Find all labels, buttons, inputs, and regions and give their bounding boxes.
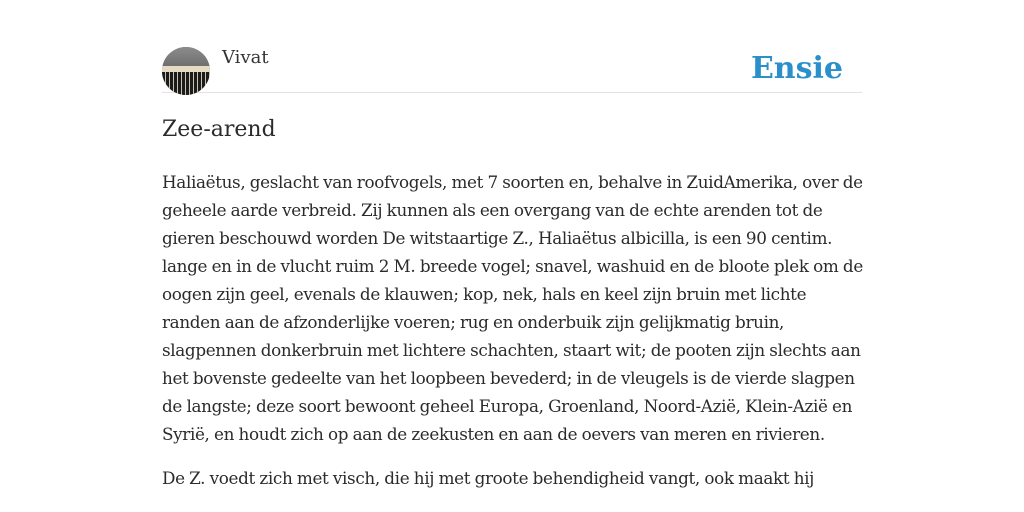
page-title: Zee-arend [162, 117, 276, 142]
article-page [162, 0, 862, 512]
article-header [162, 46, 862, 93]
source-name-link[interactable]: Vivat [222, 47, 269, 68]
source-avatar[interactable] [162, 47, 210, 95]
article-paragraph: De Z. voedt zich met visch, die hij met groote behendigheid vangt, ook maakt hij [162, 468, 815, 488]
brand-logo-link[interactable]: Ensie [750, 51, 843, 86]
article-body [162, 168, 864, 508]
article-paragraph: Haliaëtus, geslacht van roofvogels, met 7 soorten en, behalve in ZuidAmerika, over de geheele aarde verbreid. Zij kunnen als een overgang van de echte arenden tot de gieren beschouwd worden De witstaartige Z., Haliaëtus albicilla, is een 90 centim. lange en in de vlucht ruim 2 M. breede vogel; snavel, washuid en de bloote plek om de oogen zijn geel, evenals de klauwen; kop, nek, hals en keel zijn bruin met lichte randen aan de afzonderlijke voeren; rug en onderbuik zijn gelijkmatig bruin, slagpennen donkerbruin met lichtere schachten, staart wit; de pooten zijn slechts aan het bovenste gedeelte van het loopbeen bevederd; in de vleugels is de vierde slagpen de langste; deze soort bewoont geheel Europa, Groenland, Noord-Azië, Klein-Azië en Syrië, en houdt zich op aan de zeekusten en aan de oevers van meren en rivieren. [162, 172, 863, 444]
